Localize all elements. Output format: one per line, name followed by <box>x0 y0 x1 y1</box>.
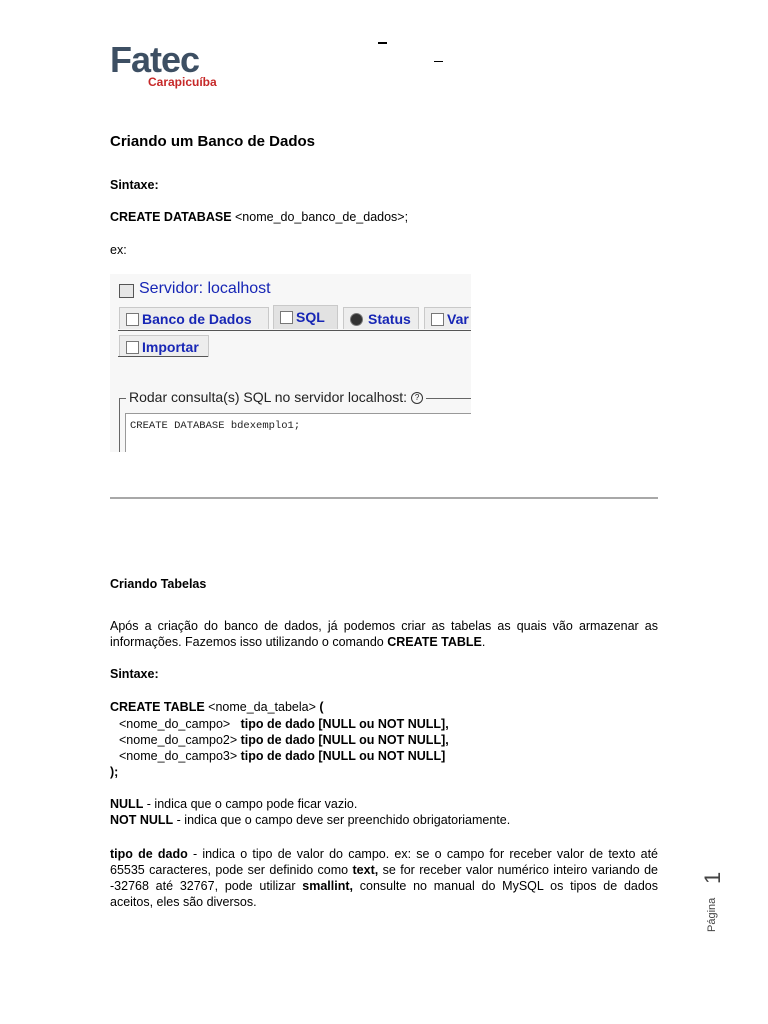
intro-keyword: CREATE TABLE <box>387 635 482 649</box>
tipo-keyword: tipo de dado <box>110 847 188 861</box>
help-icon[interactable]: ? <box>411 392 423 404</box>
field-name: <nome_do_campo3> <box>119 749 238 763</box>
create-table-line <box>110 699 324 715</box>
section-title: Criando Tabelas <box>110 577 207 591</box>
create-database-syntax <box>110 209 408 225</box>
field-line <box>119 732 449 748</box>
server-title: Servidor: localhost <box>139 280 271 297</box>
tab-variaveis[interactable] <box>424 307 471 329</box>
field-type: tipo de dado [NULL ou NOT NULL], <box>240 717 449 731</box>
notnull-keyword: NOT NULL <box>110 813 174 827</box>
field-type: tipo de dado [NULL ou NOT NULL], <box>240 733 449 747</box>
variables-icon <box>431 313 444 326</box>
tipo-text: consulte no manual do MySQL os tipos de dados aceitos, eles são diversos. <box>110 879 658 909</box>
tab-label: Banco de Dados <box>142 311 252 327</box>
example-label: ex: <box>110 243 127 257</box>
page-label: Página <box>706 897 718 932</box>
create-table-arg: <nome_da_tabela> <box>204 700 320 714</box>
paren-close: ); <box>110 765 119 779</box>
field-line <box>119 748 445 764</box>
field-gap <box>230 717 240 731</box>
sql-query-text: CREATE DATABASE bdexemplo1; <box>130 420 301 432</box>
field-type: tipo de dado [NULL ou NOT NULL] <box>240 749 446 763</box>
tipo-de-dado-paragraph <box>110 846 658 910</box>
field-name: <nome_do_campo2> <box>119 733 238 747</box>
create-table-keyword: CREATE TABLE <box>110 700 205 714</box>
tab-divider <box>118 356 208 357</box>
intro-end: . <box>481 635 486 649</box>
tab-label: Var <box>447 311 469 327</box>
status-icon <box>350 313 363 326</box>
notnull-description: - indica que o campo deve ser preenchido obrigatoriamente. <box>173 813 511 827</box>
legend-text: Rodar consulta(s) SQL no servidor localhost: <box>129 389 408 405</box>
tab-divider <box>118 330 471 331</box>
field-line <box>119 716 449 732</box>
create-database-keyword: CREATE DATABASE <box>110 210 232 224</box>
server-icon <box>119 284 134 298</box>
page-heading: Criando um Banco de Dados <box>110 133 316 150</box>
field-name: <nome_do_campo> <box>119 717 231 731</box>
intro-paragraph <box>110 618 658 650</box>
text-keyword: text, <box>352 863 379 877</box>
tipo-text: - indica o tipo de valor do campo. ex: se o campo for receber valor de texto até 65535 caracteres, pode ser definido como <box>110 847 658 877</box>
tab-label: SQL <box>296 309 325 325</box>
tipo-text: se for receber valor numérico inteiro variando de -32768 até 32767, pode utilizar <box>110 863 658 893</box>
fatec-logo <box>110 40 250 95</box>
logo-text: Fatec <box>110 39 200 80</box>
header-mark <box>434 61 443 62</box>
tab-sql[interactable] <box>273 305 338 329</box>
tab-label: Status <box>368 311 411 327</box>
page-number: 1 <box>700 871 725 884</box>
logo-subtitle: Carapicuíba <box>148 75 217 89</box>
tab-importar[interactable] <box>119 335 209 357</box>
tab-banco-de-dados[interactable] <box>119 307 269 329</box>
notnull-definition <box>110 812 510 828</box>
paren-open: ( <box>319 700 324 714</box>
null-description: - indica que o campo pode ficar vazio. <box>143 797 358 811</box>
sql-legend <box>126 388 426 406</box>
sintaxe-label: Sintaxe: <box>110 178 159 192</box>
create-database-arg: <nome_do_banco_de_dados>; <box>231 210 409 224</box>
section-divider <box>110 497 658 499</box>
null-definition <box>110 796 357 812</box>
sql-icon <box>280 311 293 324</box>
tab-label: Importar <box>142 339 199 355</box>
import-icon <box>126 341 139 354</box>
phpmyadmin-screenshot <box>110 274 471 452</box>
sintaxe-label: Sintaxe: <box>110 667 159 681</box>
header-mark <box>378 42 387 44</box>
database-icon <box>126 313 139 326</box>
null-keyword: NULL <box>110 797 144 811</box>
smallint-keyword: smallint, <box>302 879 353 893</box>
sql-query-textarea[interactable] <box>125 413 471 452</box>
intro-text: Após a criação do banco de dados, já podemos criar as tabelas as quais vão armazenar as informações. Fazemos isso utilizando o comando <box>110 619 658 649</box>
tab-status[interactable] <box>343 307 419 329</box>
